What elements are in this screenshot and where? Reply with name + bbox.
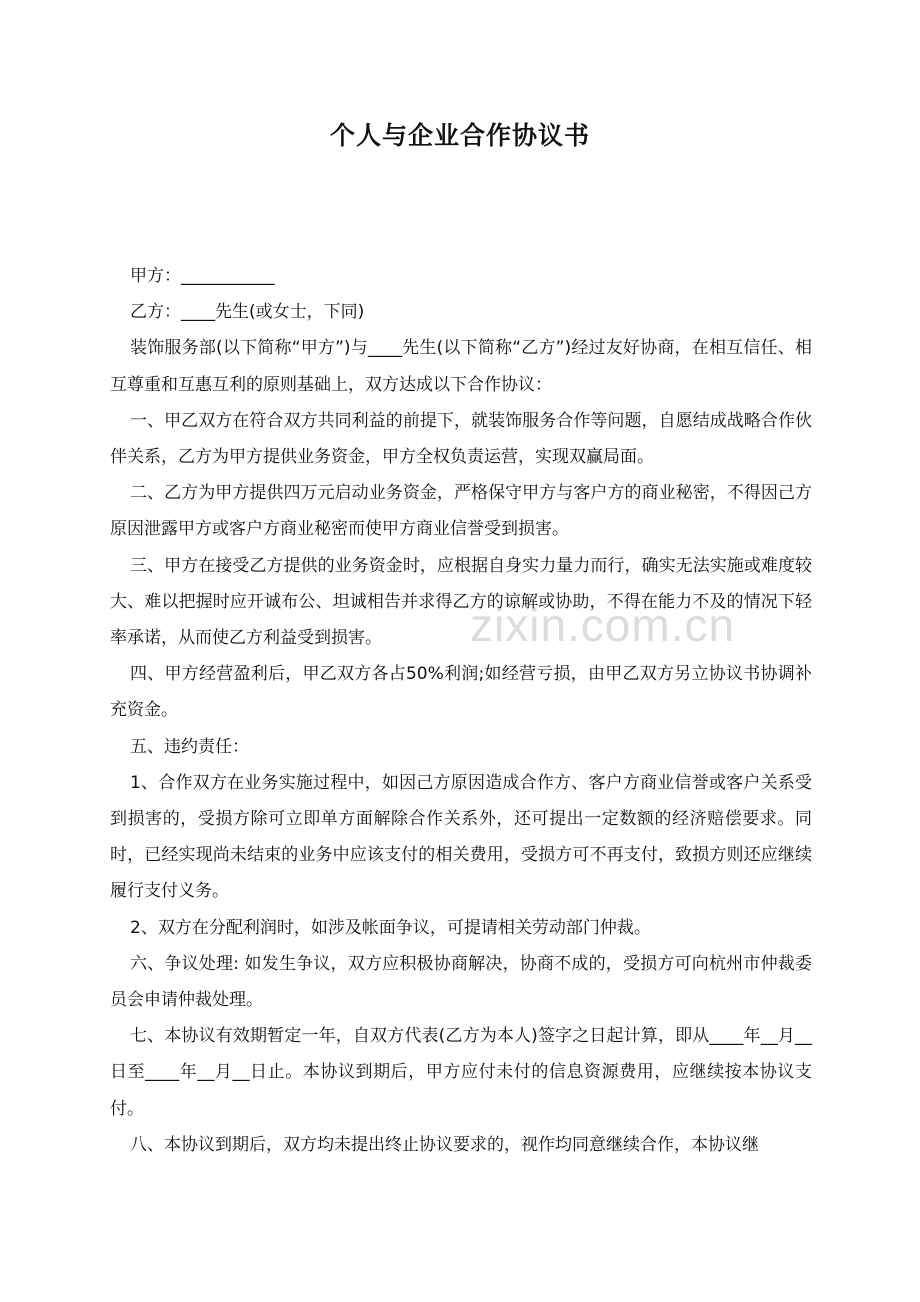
clause-3-paragraph: 三、甲方在接受乙方提供的业务资金时，应根据自身实力量力而行，确实无法实施或难度较大、难以把握时应开诚布公、坦诚相告并求得乙方的谅解或协助，不得在能力不及的情况下轻率承诺，从而使乙方利益受到损害。 — [110, 555, 812, 649]
clause-4-paragraph: 四、甲方经营盈利后，甲乙双方各占50%利润;如经营亏损，由甲乙双方另立协议书协调补充资金。 — [110, 664, 812, 721]
document-title: 个人与企业合作协议书 — [329, 121, 590, 150]
clause-5-heading: 五、违约责任： — [130, 736, 249, 757]
clause-2-paragraph: 二、乙方为甲方提供四万元启动业务资金，严格保守甲方与客户方的商业秘密，不得因己方原因泄露甲方或客户方商业秘密而使甲方商业信誉受到损害。 — [110, 483, 812, 540]
clause-7-paragraph: 七、本协议有效期暂定一年，自双方代表(乙方为本人)签字之日起计算，即从____年__月__日至____年__月__日止。本协议到期后，甲方应付未付的信息资源费用，应继续按本协议支付。 — [110, 1026, 812, 1119]
party-a-line: 甲方：___________ — [130, 266, 275, 286]
party-b-line: 乙方：____先生(或女士，下同) — [130, 302, 365, 323]
watermark: zixin.com.cn — [470, 599, 736, 651]
clause-8-paragraph: 八、本协议到期后，双方均未提出终止协议要求的，视作均同意继续合作，本协议继 — [130, 1134, 759, 1155]
clause-6-paragraph: 六、争议处理: 如发生争议，双方应积极协商解决，协商不成的，受损方可向杭州市仲裁委员会申请仲裁处理。 — [110, 953, 812, 1011]
document-body — [110, 258, 812, 1163]
clause-1-paragraph: 一、甲乙双方在符合双方共同利益的前提下，就装饰服务合作等问题，自愿结成战略合作伙伴关系，乙方为甲方提供业务资金，甲方全权负责运营，实现双赢局面。 — [110, 410, 812, 468]
preamble-paragraph: 装饰服务部(以下简称“甲方”)与____先生(以下简称“乙方”)经过友好协商，在相互信任、相互尊重和互惠互利的原则基础上，双方达成以下合作协议： — [110, 338, 812, 395]
clause-5-item-1: 1、合作双方在业务实施过程中，如因己方原因造成合作方、客户方商业信誉或客户关系受到损害的，受损方除可立即单方面解除合作关系外，还可提出一定数额的经济赔偿要求。同时，已经实现尚未结束的业务中应该支付的相关费用，受损方可不再支付，致损方则还应继续履行支付义务。 — [110, 772, 812, 902]
clause-5-item-2: 2、双方在分配利润时，如涉及帐面争议，可提请相关劳动部门仲裁。 — [130, 917, 651, 938]
